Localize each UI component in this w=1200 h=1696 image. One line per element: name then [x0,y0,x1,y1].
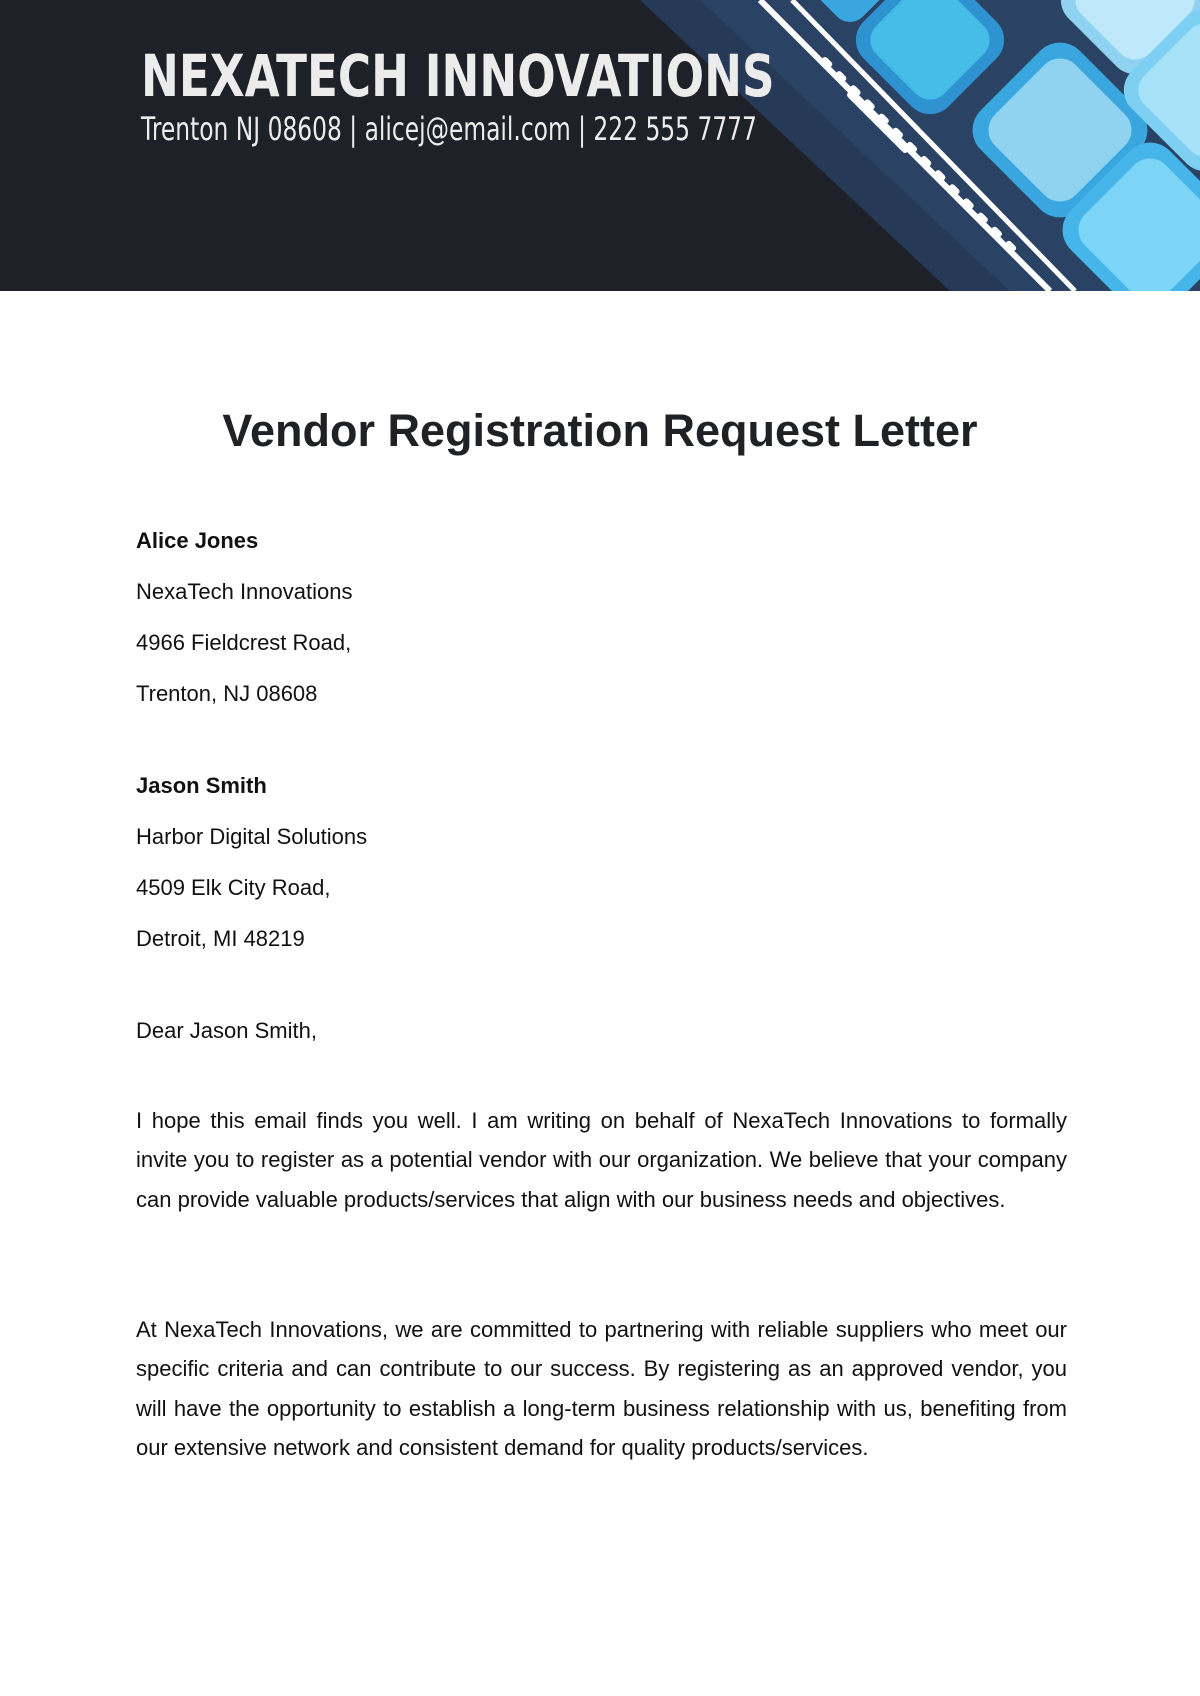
body-paragraph-1: I hope this email finds you well. I am writing on behalf of NexaTech Innovations to formally invite you to register as a potential vendor with our organization. We believe that your company can provide valuable products/services that align with our business needs and objectives. [136,1108,1067,1212]
recipient-name: Jason Smith [136,773,267,798]
document-title: Vendor Registration Request Letter [222,405,978,456]
sender-address-line2: Trenton, NJ 08608 [136,681,318,706]
recipient-address-line2: Detroit, MI 48219 [136,926,305,951]
recipient-address-line1: 4509 Elk City Road, [136,875,331,900]
recipient-company: Harbor Digital Solutions [136,824,368,849]
company-name: NEXATECH INNOVATIONS [141,42,775,110]
letterhead-header [0,0,1200,291]
sender-company: NexaTech Innovations [136,579,353,604]
sender-name: Alice Jones [136,528,259,553]
salutation-block [136,1005,1066,1056]
sender-block [136,515,1066,719]
sender-address-line1: 4966 Fieldcrest Road, [136,630,352,655]
recipient-block [136,760,1066,964]
salutation: Dear Jason Smith, [136,1018,317,1043]
body-paragraph-2: At NexaTech Innovations, we are committed to partnering with reliable suppliers who meet our specific criteria and can contribute to our success. By registering as an approved vendor, you will have the opportunity to establish a long-term business relationship with us, benefiting from our extensive network and consistent demand for quality products/services. [136,1317,1067,1460]
contact-line: Trenton NJ 08608 | alicej@email.com | 222 555 7777 [141,110,757,148]
